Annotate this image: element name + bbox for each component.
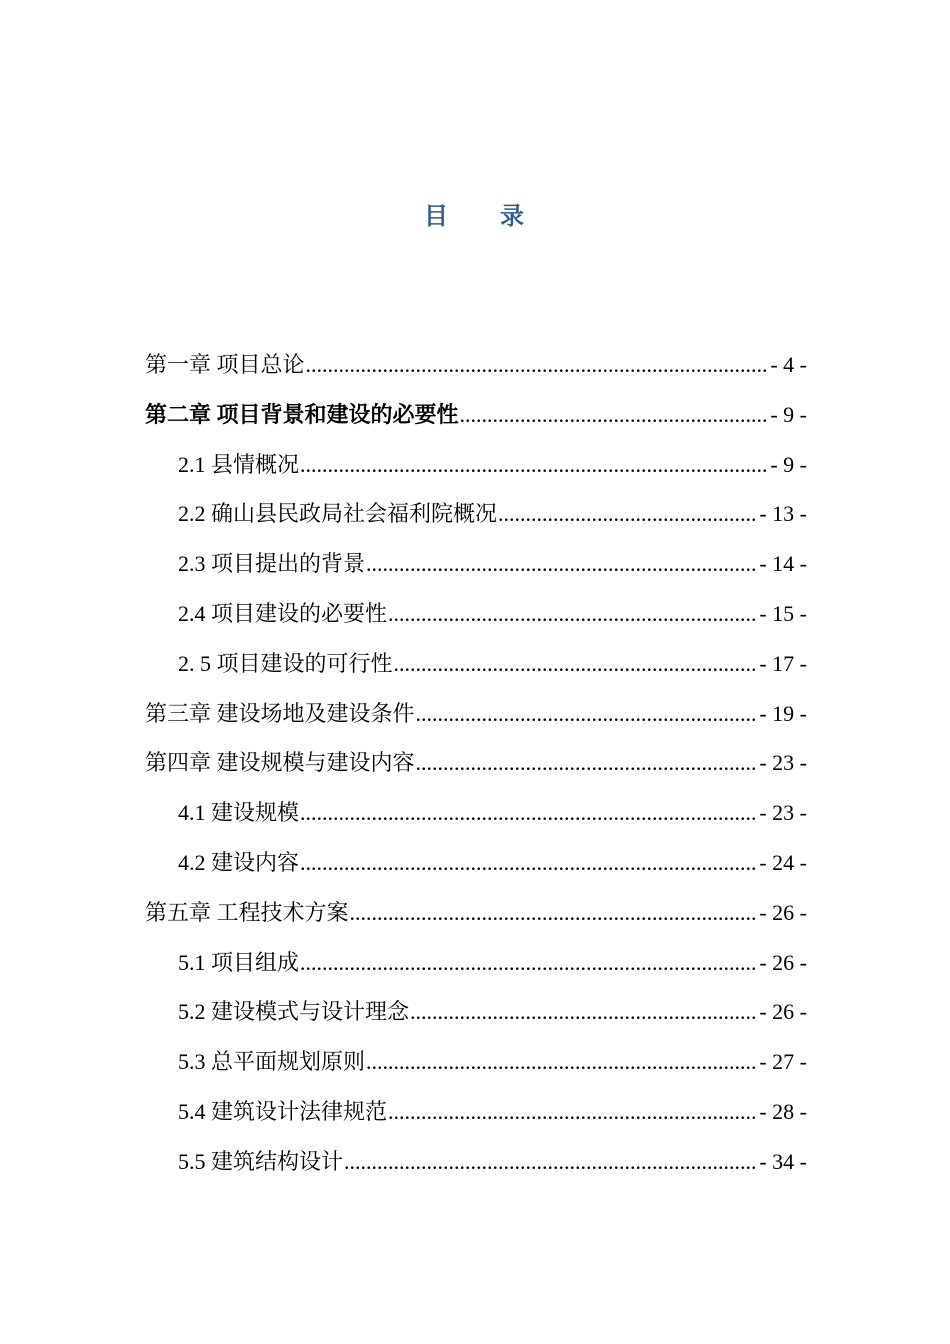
toc-page-number: - 26 - (759, 999, 807, 1025)
toc-entry[interactable] (145, 445, 807, 495)
toc-entry-title: 2.3 项目提出的背景 (178, 551, 366, 577)
toc-entry[interactable] (145, 694, 807, 744)
toc-entry-title: 第三章 建设场地及建设条件 (145, 700, 415, 726)
toc-entry-title: 第二章 项目背景和建设的必要性 (145, 401, 459, 427)
toc-page-number: - 27 - (759, 1049, 807, 1075)
toc-entry[interactable] (145, 1142, 807, 1192)
toc-dot-leader (300, 843, 758, 883)
toc-page-number: - 23 - (759, 750, 807, 776)
toc-page-number: - 14 - (759, 551, 807, 577)
toc-page-number: - 9 - (770, 401, 807, 427)
toc-page-number: - 9 - (770, 451, 807, 477)
toc-entry-title: 第五章 工程技术方案 (145, 899, 349, 925)
toc-entry[interactable] (145, 793, 807, 843)
toc-page-number: - 26 - (759, 899, 807, 925)
toc-page-number: - 34 - (759, 1148, 807, 1174)
toc-page-number: - 28 - (759, 1098, 807, 1124)
toc-entry-title: 5.1 项目组成 (178, 949, 300, 975)
toc-entry[interactable] (145, 544, 807, 594)
toc-entry-title: 第一章 项目总论 (145, 352, 305, 377)
toc-dot-leader (416, 743, 759, 783)
toc-entry-title: 2.4 项目建设的必要性 (178, 600, 388, 626)
toc-dot-leader (388, 594, 758, 634)
toc-entry-title: 5.5 建筑结构设计 (178, 1148, 344, 1174)
toc-entry-title: 2.2 确山县民政局社会福利院概况 (178, 501, 498, 527)
toc-dot-leader (394, 644, 759, 684)
toc-dot-leader (366, 1042, 758, 1082)
toc-page-number: - 13 - (759, 501, 807, 527)
toc-entry-title: 4.1 建设规模 (178, 800, 300, 826)
toc-entry-title: 5.2 建设模式与设计理念 (178, 999, 410, 1025)
toc-entry[interactable] (145, 395, 807, 445)
toc-entry-title: 2.1 县情概况 (178, 451, 300, 477)
toc-dot-leader (460, 395, 770, 435)
toc-entry[interactable] (145, 1092, 807, 1142)
toc-dot-leader (410, 992, 758, 1032)
toc-title (0, 196, 950, 231)
toc-entry[interactable] (145, 743, 807, 793)
toc-page-number: - 19 - (759, 700, 807, 726)
toc-dot-leader (306, 345, 770, 385)
toc-page-number: - 26 - (759, 949, 807, 975)
toc-entry[interactable] (145, 992, 807, 1042)
toc-entry[interactable] (145, 943, 807, 993)
toc-dot-leader (300, 793, 758, 833)
toc-dot-leader (344, 1142, 758, 1182)
toc-entry[interactable] (145, 644, 807, 694)
toc-entry[interactable] (145, 494, 807, 544)
toc-entry-title: 4.2 建设内容 (178, 849, 300, 875)
toc-page-number: - 23 - (759, 800, 807, 826)
toc-entry[interactable] (145, 893, 807, 943)
table-of-contents (145, 345, 807, 1192)
toc-dot-leader (350, 893, 759, 933)
toc-page-number: - 4 - (770, 352, 807, 377)
toc-title-char-1: 目 (424, 204, 450, 230)
toc-dot-leader (498, 494, 758, 534)
toc-page-number: - 17 - (759, 650, 807, 676)
toc-entry[interactable] (145, 1042, 807, 1092)
toc-dot-leader (388, 1092, 758, 1132)
toc-page-number: - 15 - (759, 600, 807, 626)
toc-dot-leader (366, 544, 758, 584)
toc-dot-leader (300, 445, 769, 485)
toc-dot-leader (300, 943, 758, 983)
toc-entry[interactable] (145, 594, 807, 644)
toc-entry[interactable] (145, 843, 807, 893)
toc-dot-leader (416, 694, 759, 734)
toc-entry-title: 5.4 建筑设计法律规范 (178, 1098, 388, 1124)
toc-entry-title: 第四章 建设规模与建设内容 (145, 750, 415, 776)
toc-entry-title: 2. 5 项目建设的可行性 (178, 650, 393, 676)
toc-entry-title: 5.3 总平面规划原则 (178, 1049, 366, 1075)
toc-title-char-2: 录 (500, 204, 526, 230)
toc-entry[interactable] (145, 345, 807, 395)
toc-page-number: - 24 - (759, 849, 807, 875)
